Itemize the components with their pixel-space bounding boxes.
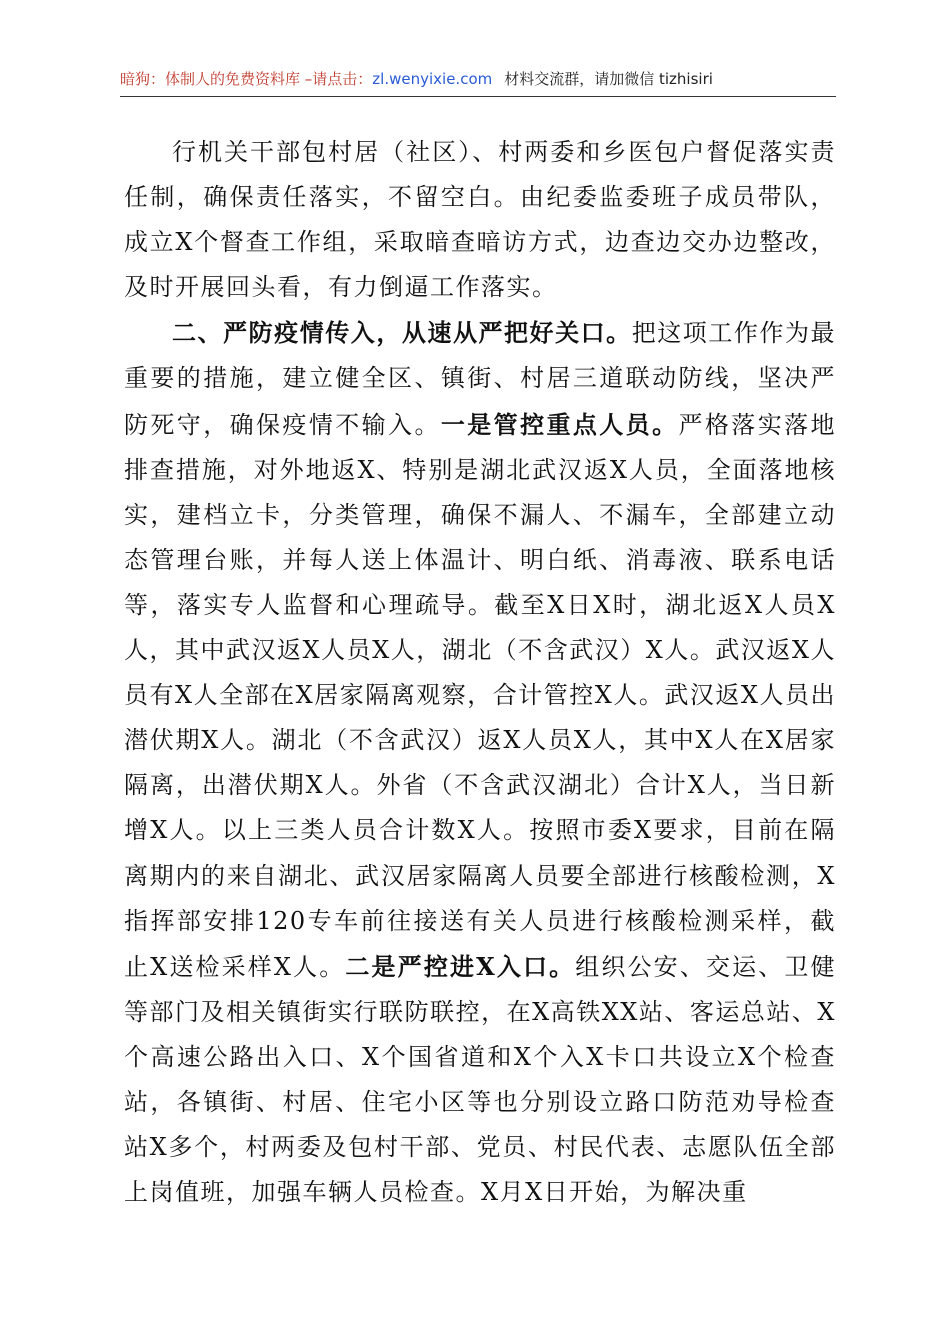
- section-heading-2: 二、严防疫情传入，从速从严把好关口。: [172, 318, 632, 348]
- document-body: [124, 130, 836, 1215]
- subheading-1: 一是管控重点人员。: [440, 409, 679, 439]
- subheading-2: 二是严控进X入口。: [345, 951, 576, 981]
- header-click-hint: –请点击：: [300, 70, 373, 88]
- paragraph-2-text-b: 严格落实落地排查措施，对外地返X、特别是湖北武汉返X人员，全面落地核实，建档立卡，分类管理，确保不漏人、不漏车，全部建立动态管理台账，并每人送上体温计、明白纸、消毒液、联系电话等，落实专人监督和心理疏导。截至X日X时，湖北返X人员X人，其中武汉返X人员X人，湖北（不含武汉）X人。武汉返X人员有X人全部在X居家隔离观察，合计管控X人。武汉返X人员出潜伏期X人。湖北（不含武汉）返X人员X人，其中X人在X居家隔离，出潜伏期X人。外省（不含武汉湖北）合计X人，当日新增X人。以上三类人员合计数X人。按照市委X要求，目前在隔离期内的来自湖北、武汉居家隔离人员要全部进行核酸检测，X指挥部安排120专车前往接送有关人员进行核酸检测采样，截止X送检采样X人。: [124, 410, 837, 981]
- paragraph-2: [124, 310, 836, 1215]
- header-divider: [120, 96, 836, 97]
- header-wechat-note: 材料交流群，请加微信 tizhisiri: [504, 70, 713, 88]
- paragraph-1: 行机关干部包村居（社区）、村两委和乡医包户督促落实责任制，确保责任落实，不留空白。由纪委监委班子成员带队，成立X个督查工作组，采取暗查暗访方式，边查边交办边整改，及时开展回头看，有力倒逼工作落实。: [124, 138, 836, 302]
- paragraph-2-text-c: 组织公安、交运、卫健等部门及相关镇街实行联防联控，在X高铁XX站、客运总站、X个高速公路出入口、X个国省道和X个入X卡口共设立X个检查站，各镇街、村居、住宅小区等也分别设立路口防范劝导检查站X多个，村两委及包村干部、党员、村民代表、志愿队伍全部上岗值班，加强车辆人员检查。X月X日开始，为解决重: [124, 952, 836, 1207]
- header-link[interactable]: zl.wenyixie.com: [372, 70, 493, 88]
- paragraph-2-text-a: 把这项工作作为最重要的措施，建立健全区、镇街、村居三道联动防线，坚决严防死守，确保疫情不输入。: [124, 319, 836, 439]
- header-brand: 暗狗：体制人的免费资料库: [120, 70, 301, 88]
- page-header: [120, 68, 836, 90]
